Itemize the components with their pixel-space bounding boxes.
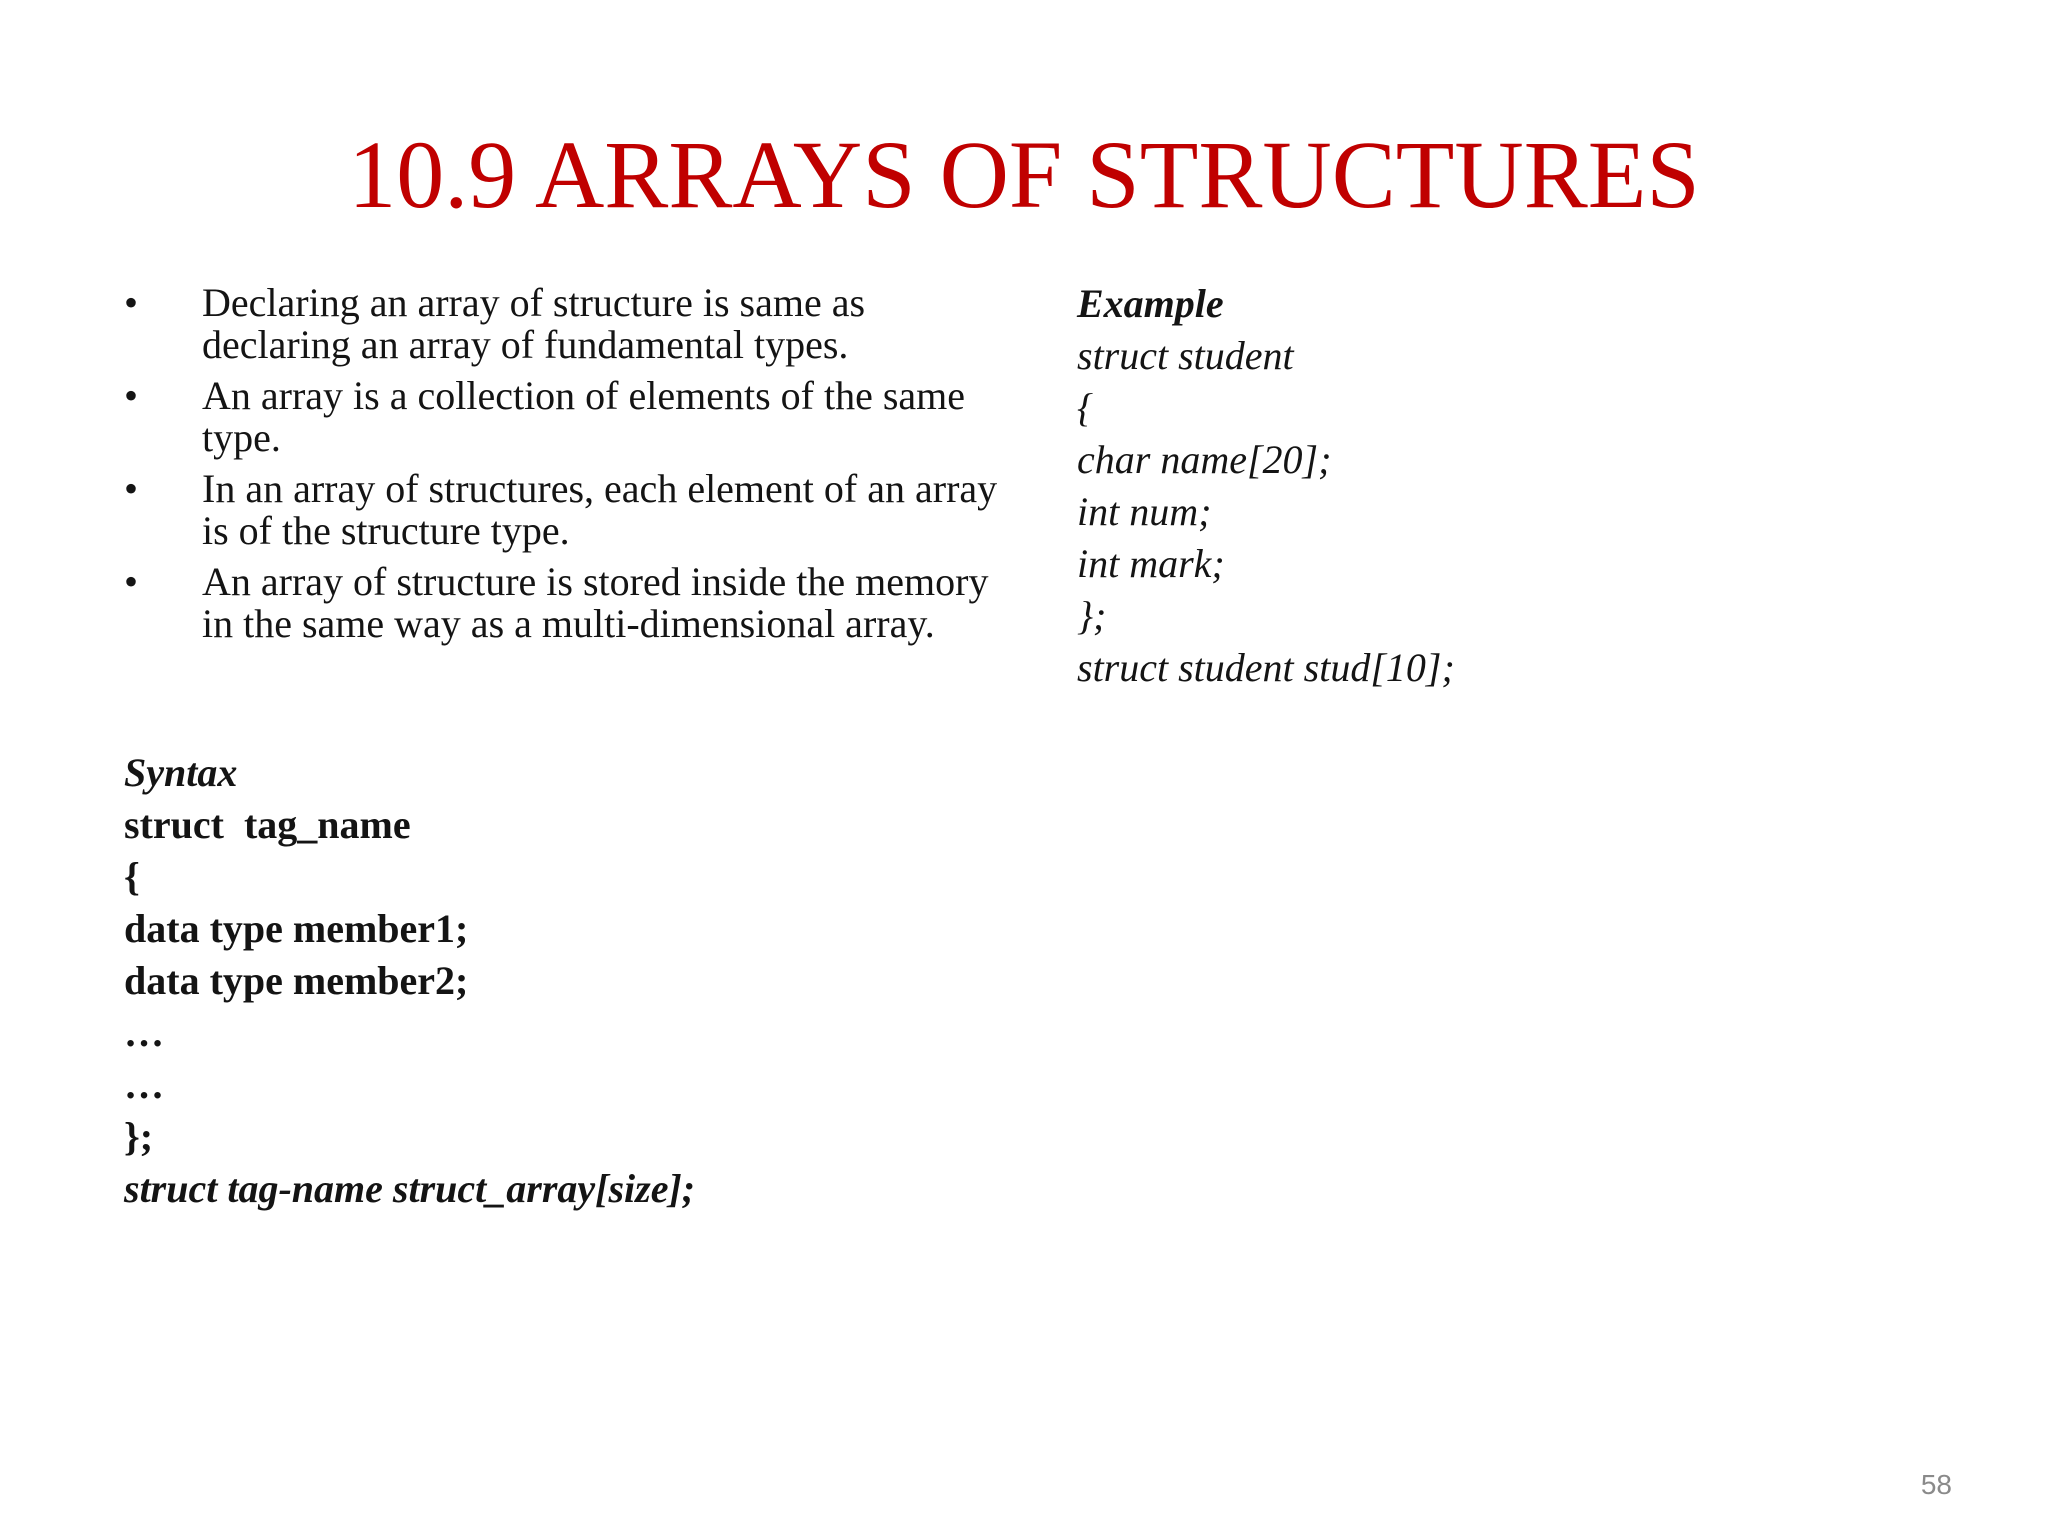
example-block <box>1077 278 1455 694</box>
syntax-line: }; <box>124 1114 154 1159</box>
example-line: }; <box>1077 593 1107 638</box>
bullet-marker: • <box>124 559 139 604</box>
example-line: char name[20]; <box>1077 437 1332 482</box>
bullet-text: An array is a collection of elements of the same type. <box>202 373 966 460</box>
syntax-line: { <box>124 854 140 899</box>
example-line: { <box>1077 385 1093 430</box>
syntax-block <box>124 747 695 1215</box>
example-heading: Example <box>1077 281 1224 326</box>
example-line: int mark; <box>1077 541 1225 586</box>
bullet-marker: • <box>124 373 139 418</box>
bullet-item <box>124 468 1004 552</box>
example-line: struct student <box>1077 333 1294 378</box>
syntax-line: … <box>124 1062 164 1107</box>
example-line: int num; <box>1077 489 1212 534</box>
page-number: 58 <box>1920 1469 1952 1500</box>
bullet-text: In an array of structures, each element of an array is of the structure type. <box>202 466 998 553</box>
syntax-line: struct tag-name struct_array[size]; <box>124 1166 696 1211</box>
bullet-text: Declaring an array of structure is same as declaring an array of fundamental types. <box>202 280 866 367</box>
bullet-item <box>124 282 1004 366</box>
syntax-line: data type member2; <box>124 958 469 1003</box>
example-line: struct student stud[10]; <box>1077 645 1455 690</box>
bullet-item <box>124 561 1004 645</box>
slide-title: 10.9 ARRAYS OF STRUCTURES <box>348 121 1700 228</box>
bullet-item <box>124 375 1004 459</box>
syntax-line: struct tag_name <box>124 802 411 847</box>
bullet-list <box>124 282 1004 654</box>
syntax-heading: Syntax <box>124 750 238 795</box>
bullet-text: An array of structure is stored inside the memory in the same way as a multi-dimensional array. <box>202 559 989 646</box>
syntax-line: data type member1; <box>124 906 469 951</box>
bullet-marker: • <box>124 466 139 511</box>
bullet-marker: • <box>124 280 139 325</box>
syntax-line: … <box>124 1010 164 1055</box>
